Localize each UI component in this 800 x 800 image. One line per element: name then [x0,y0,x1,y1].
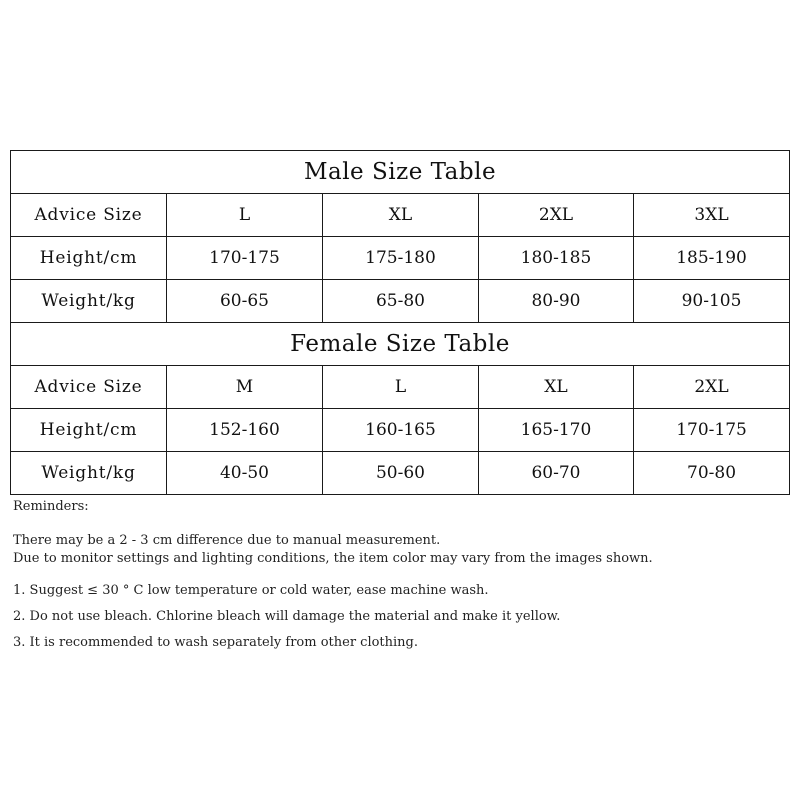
care-instruction: 2. Do not use bleach. Chlorine bleach will damage the material and make it yellow. [13,609,561,624]
male-height-row [11,237,790,280]
male-height-cell: 170-175 [167,237,323,280]
male-size-cell: 3XL [634,194,790,237]
male-weight-cell: 65-80 [323,280,479,323]
male-weight-row [11,280,790,323]
female-weight-cell: 60-70 [479,452,634,495]
male-advice-size-row [11,194,790,237]
female-weight-row [11,452,790,495]
female-height-cell: 170-175 [634,409,790,452]
care-instruction: 1. Suggest ≤ 30 ° C low temperature or cold water, ease machine wash. [13,583,489,598]
male-size-cell: 2XL [479,194,634,237]
size-table [10,150,790,495]
female-height-row [11,409,790,452]
female-weight-label: Weight/kg [11,452,167,495]
male-weight-cell: 80-90 [479,280,634,323]
reminders-section [13,498,793,660]
female-height-label: Height/cm [11,409,167,452]
female-weight-cell: 70-80 [634,452,790,495]
male-height-cell: 180-185 [479,237,634,280]
male-advice-size-label: Advice Size [11,194,167,237]
reminders-title: Reminders: [13,499,89,514]
male-weight-label: Weight/kg [11,280,167,323]
male-height-cell: 175-180 [323,237,479,280]
female-title-row [11,323,790,366]
female-size-cell: 2XL [634,366,790,409]
female-weight-cell: 50-60 [323,452,479,495]
female-height-cell: 160-165 [323,409,479,452]
female-advice-size-row [11,366,790,409]
female-table-title: Female Size Table [11,323,790,366]
reminder-note: There may be a 2 - 3 cm difference due to manual measurement. [13,533,441,548]
reminder-note: Due to monitor settings and lighting conditions, the item color may vary from the images shown. [13,551,653,566]
male-title-row [11,151,790,194]
female-height-cell: 152-160 [167,409,323,452]
female-size-cell: XL [479,366,634,409]
female-height-cell: 165-170 [479,409,634,452]
care-instruction: 3. It is recommended to wash separately from other clothing. [13,635,419,650]
female-size-cell: L [323,366,479,409]
male-weight-cell: 90-105 [634,280,790,323]
male-table-title: Male Size Table [11,151,790,194]
female-weight-cell: 40-50 [167,452,323,495]
male-weight-cell: 60-65 [167,280,323,323]
male-size-cell: XL [323,194,479,237]
male-height-label: Height/cm [11,237,167,280]
female-size-cell: M [167,366,323,409]
male-height-cell: 185-190 [634,237,790,280]
male-size-cell: L [167,194,323,237]
female-advice-size-label: Advice Size [11,366,167,409]
